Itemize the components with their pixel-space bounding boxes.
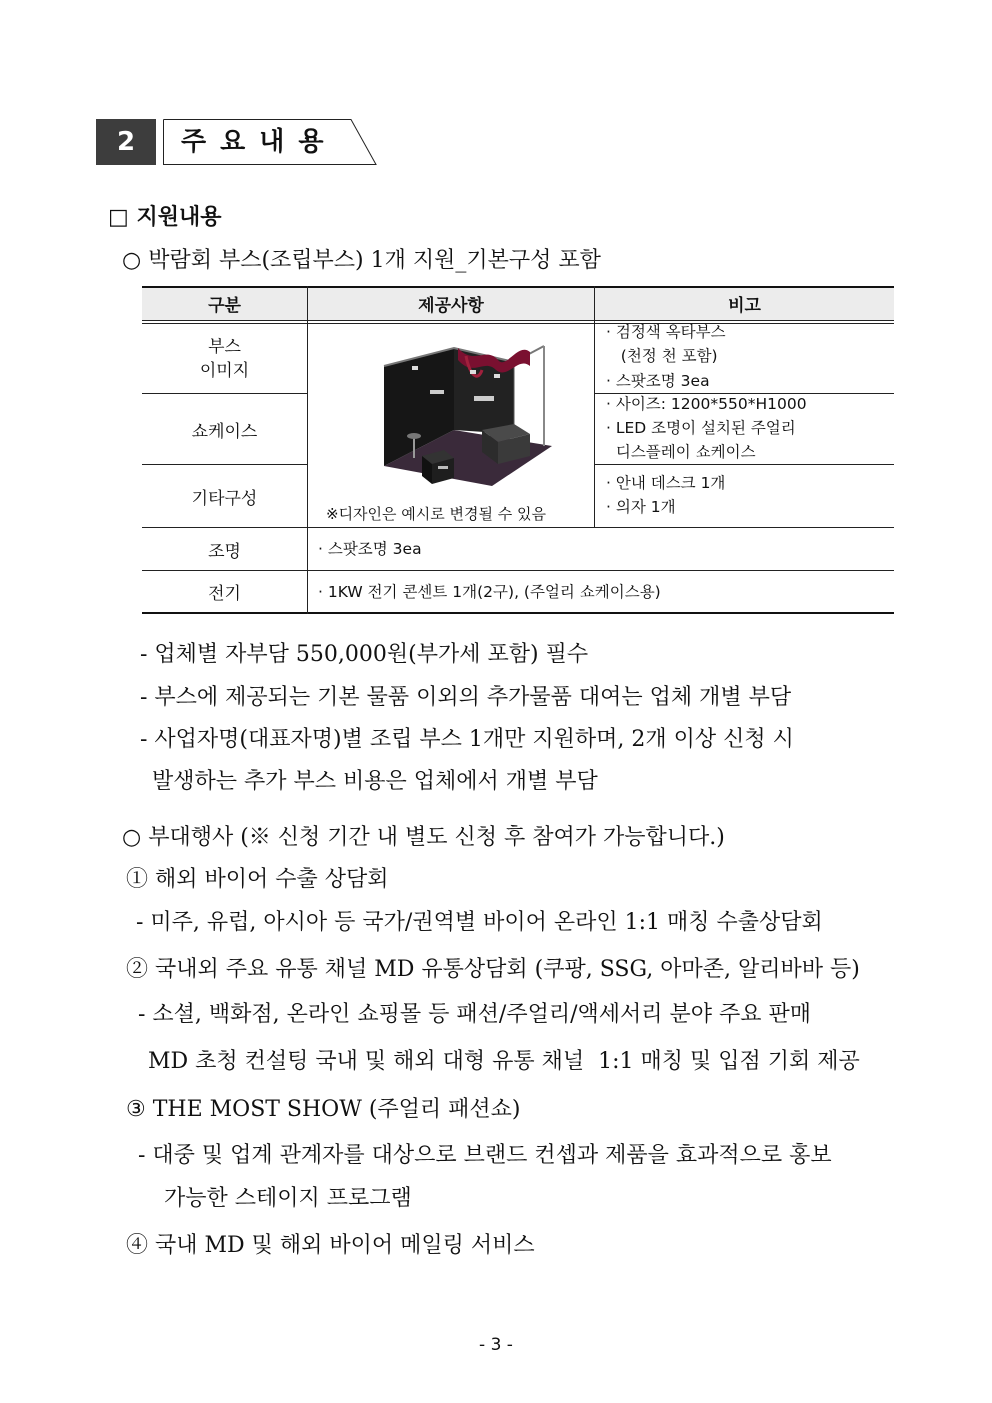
electric-value: · 1KW 전기 콘센트 1개(2구), (주얼리 쇼케이스용) (318, 583, 661, 601)
table-rule (142, 286, 894, 288)
other-note-2: · 의자 1개 (606, 498, 676, 516)
cost-line-3: - 사업자명(대표자명)별 조립 부스 1개만 지원하며, 2개 이상 신청 시 (140, 727, 794, 752)
booth-support-bullet: ○ 박람회 부스(조립부스) 1개 지원_기본구성 포함 (122, 248, 601, 273)
showcase-note-1: · 사이즈: 1200*550*H1000 (606, 395, 807, 413)
event-item-4: ④ 국내 MD 및 해외 바이어 메일링 서비스 (126, 1233, 535, 1258)
cost-line-2: - 부스에 제공되는 기본 물품 이외의 추가물품 대여는 업체 개별 부담 (140, 685, 792, 710)
row-label-other: 기타구성 (191, 488, 258, 509)
table-rule (594, 286, 595, 527)
image-caption: ※디자인은 예시로 변경될 수 있음 (326, 505, 547, 523)
event-item-1: ① 해외 바이어 수출 상담회 (126, 867, 389, 892)
row-label-booth-image (142, 324, 307, 393)
table-header-remarks: 비고 (595, 286, 894, 320)
showcase-note-3: 디스플레이 쇼케이스 (606, 443, 756, 461)
table-rule (142, 320, 894, 321)
event-item-2-desc-1: - 소셜, 백화점, 온라인 쇼핑몰 등 패션/주얼리/액세서리 분야 주요 판매 (138, 1002, 811, 1027)
row-label-showcase: 쇼케이스 (191, 421, 258, 442)
booth-note-2: (천정 천 포함) (606, 347, 718, 365)
section-title: 주요내용 (181, 127, 338, 157)
cost-line-4: 발생하는 추가 부스 비용은 업체에서 개별 부담 (152, 769, 598, 794)
event-item-1-desc: - 미주, 유럽, 아시아 등 국가/권역별 바이어 온라인 1:1 매칭 수출상담회 (136, 910, 823, 935)
event-item-2-desc-2: MD 초청 컨설팅 국내 및 해외 대형 유통 채널 1:1 매칭 및 입점 기회 제공 (148, 1049, 860, 1074)
booth-note-3: · 스팟조명 3ea (606, 372, 710, 390)
booth-note-1: · 검정색 옥타부스 (606, 323, 726, 341)
row-label-booth-image-line1: 부스 (208, 336, 241, 357)
row-label-electric: 전기 (208, 584, 241, 604)
row-label-lighting: 조명 (208, 541, 241, 562)
event-item-3-desc-2: 가능한 스테이지 프로그램 (164, 1186, 412, 1211)
event-item-3-desc-1: - 대중 및 업계 관계자를 대상으로 브랜드 컨셉과 제품을 효과적으로 홍보 (138, 1143, 832, 1168)
table-header-provided: 제공사항 (308, 286, 594, 320)
event-item-2: ② 국내외 주요 유통 채널 MD 유통상담회 (쿠팡, SSG, 아마존, 알리바바 등) (126, 957, 860, 982)
table-rule (142, 612, 894, 614)
table-rule (307, 286, 308, 614)
table-rule (595, 464, 894, 465)
booth-image (374, 326, 554, 494)
section-title-box (163, 119, 377, 165)
other-note-1: · 안내 데스크 1개 (606, 474, 726, 492)
row-label-booth-image-line2: 이미지 (199, 360, 250, 381)
support-heading: □ 지원내용 (108, 205, 222, 230)
side-events-title: ○ 부대행사 (※ 신청 기간 내 별도 신청 후 참여가 가능합니다.) (122, 825, 725, 850)
cost-line-1: - 업체별 자부담 550,000원(부가세 포함) 필수 (140, 642, 589, 667)
table-header-category: 구분 (142, 286, 307, 320)
booth-table (142, 286, 894, 614)
showcase-note-2: · LED 조명이 설치된 주얼리 (606, 419, 796, 437)
page-number: - 3 - (479, 1335, 513, 1355)
section-number: 2 (96, 119, 156, 165)
event-item-3: ③ THE MOST SHOW (주얼리 패션쇼) (126, 1097, 521, 1122)
lighting-value: · 스팟조명 3ea (318, 540, 422, 558)
